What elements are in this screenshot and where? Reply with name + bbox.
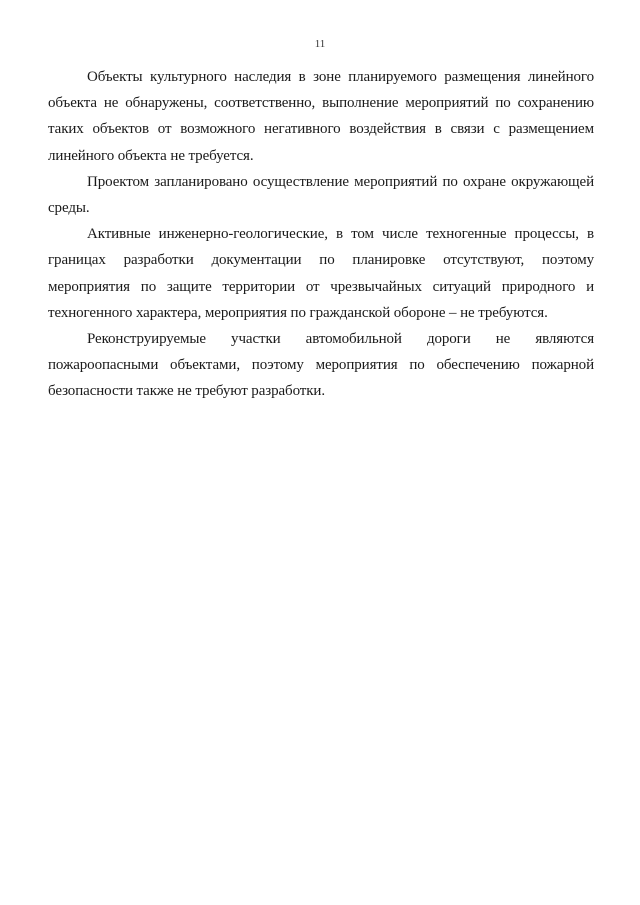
paragraph-geological-processes: Активные инженерно-геологические, в том числе техногенные процессы, в границах разработки документации по планировке отсутствуют, поэтому мероприятия по защите территории от чрезвычайных ситуаций природного и техногенного характера, мероприятия по гражданской обороне – не требуются. [48, 226, 594, 321]
paragraph-fire-safety: Реконструируемые участки автомобильной дороги не являются пожароопасными объектами, поэтому мероприятия по обеспечению пожарной безопасности также не требуют разработки. [48, 331, 594, 400]
paragraph-cultural-heritage: Объекты культурного наследия в зоне планируемого размещения линейного объекта не обнаружены, соответственно, выполнение мероприятий по сохранению таких объектов от возможного негативного воздействия в связи с размещением линейного объекта не требуется. [48, 69, 594, 164]
page-number: 11 [314, 38, 326, 50]
document-body [48, 64, 594, 405]
paragraph-environmental-protection: Проектом запланировано осуществление мероприятий по охране окружающей среды. [48, 173, 594, 217]
